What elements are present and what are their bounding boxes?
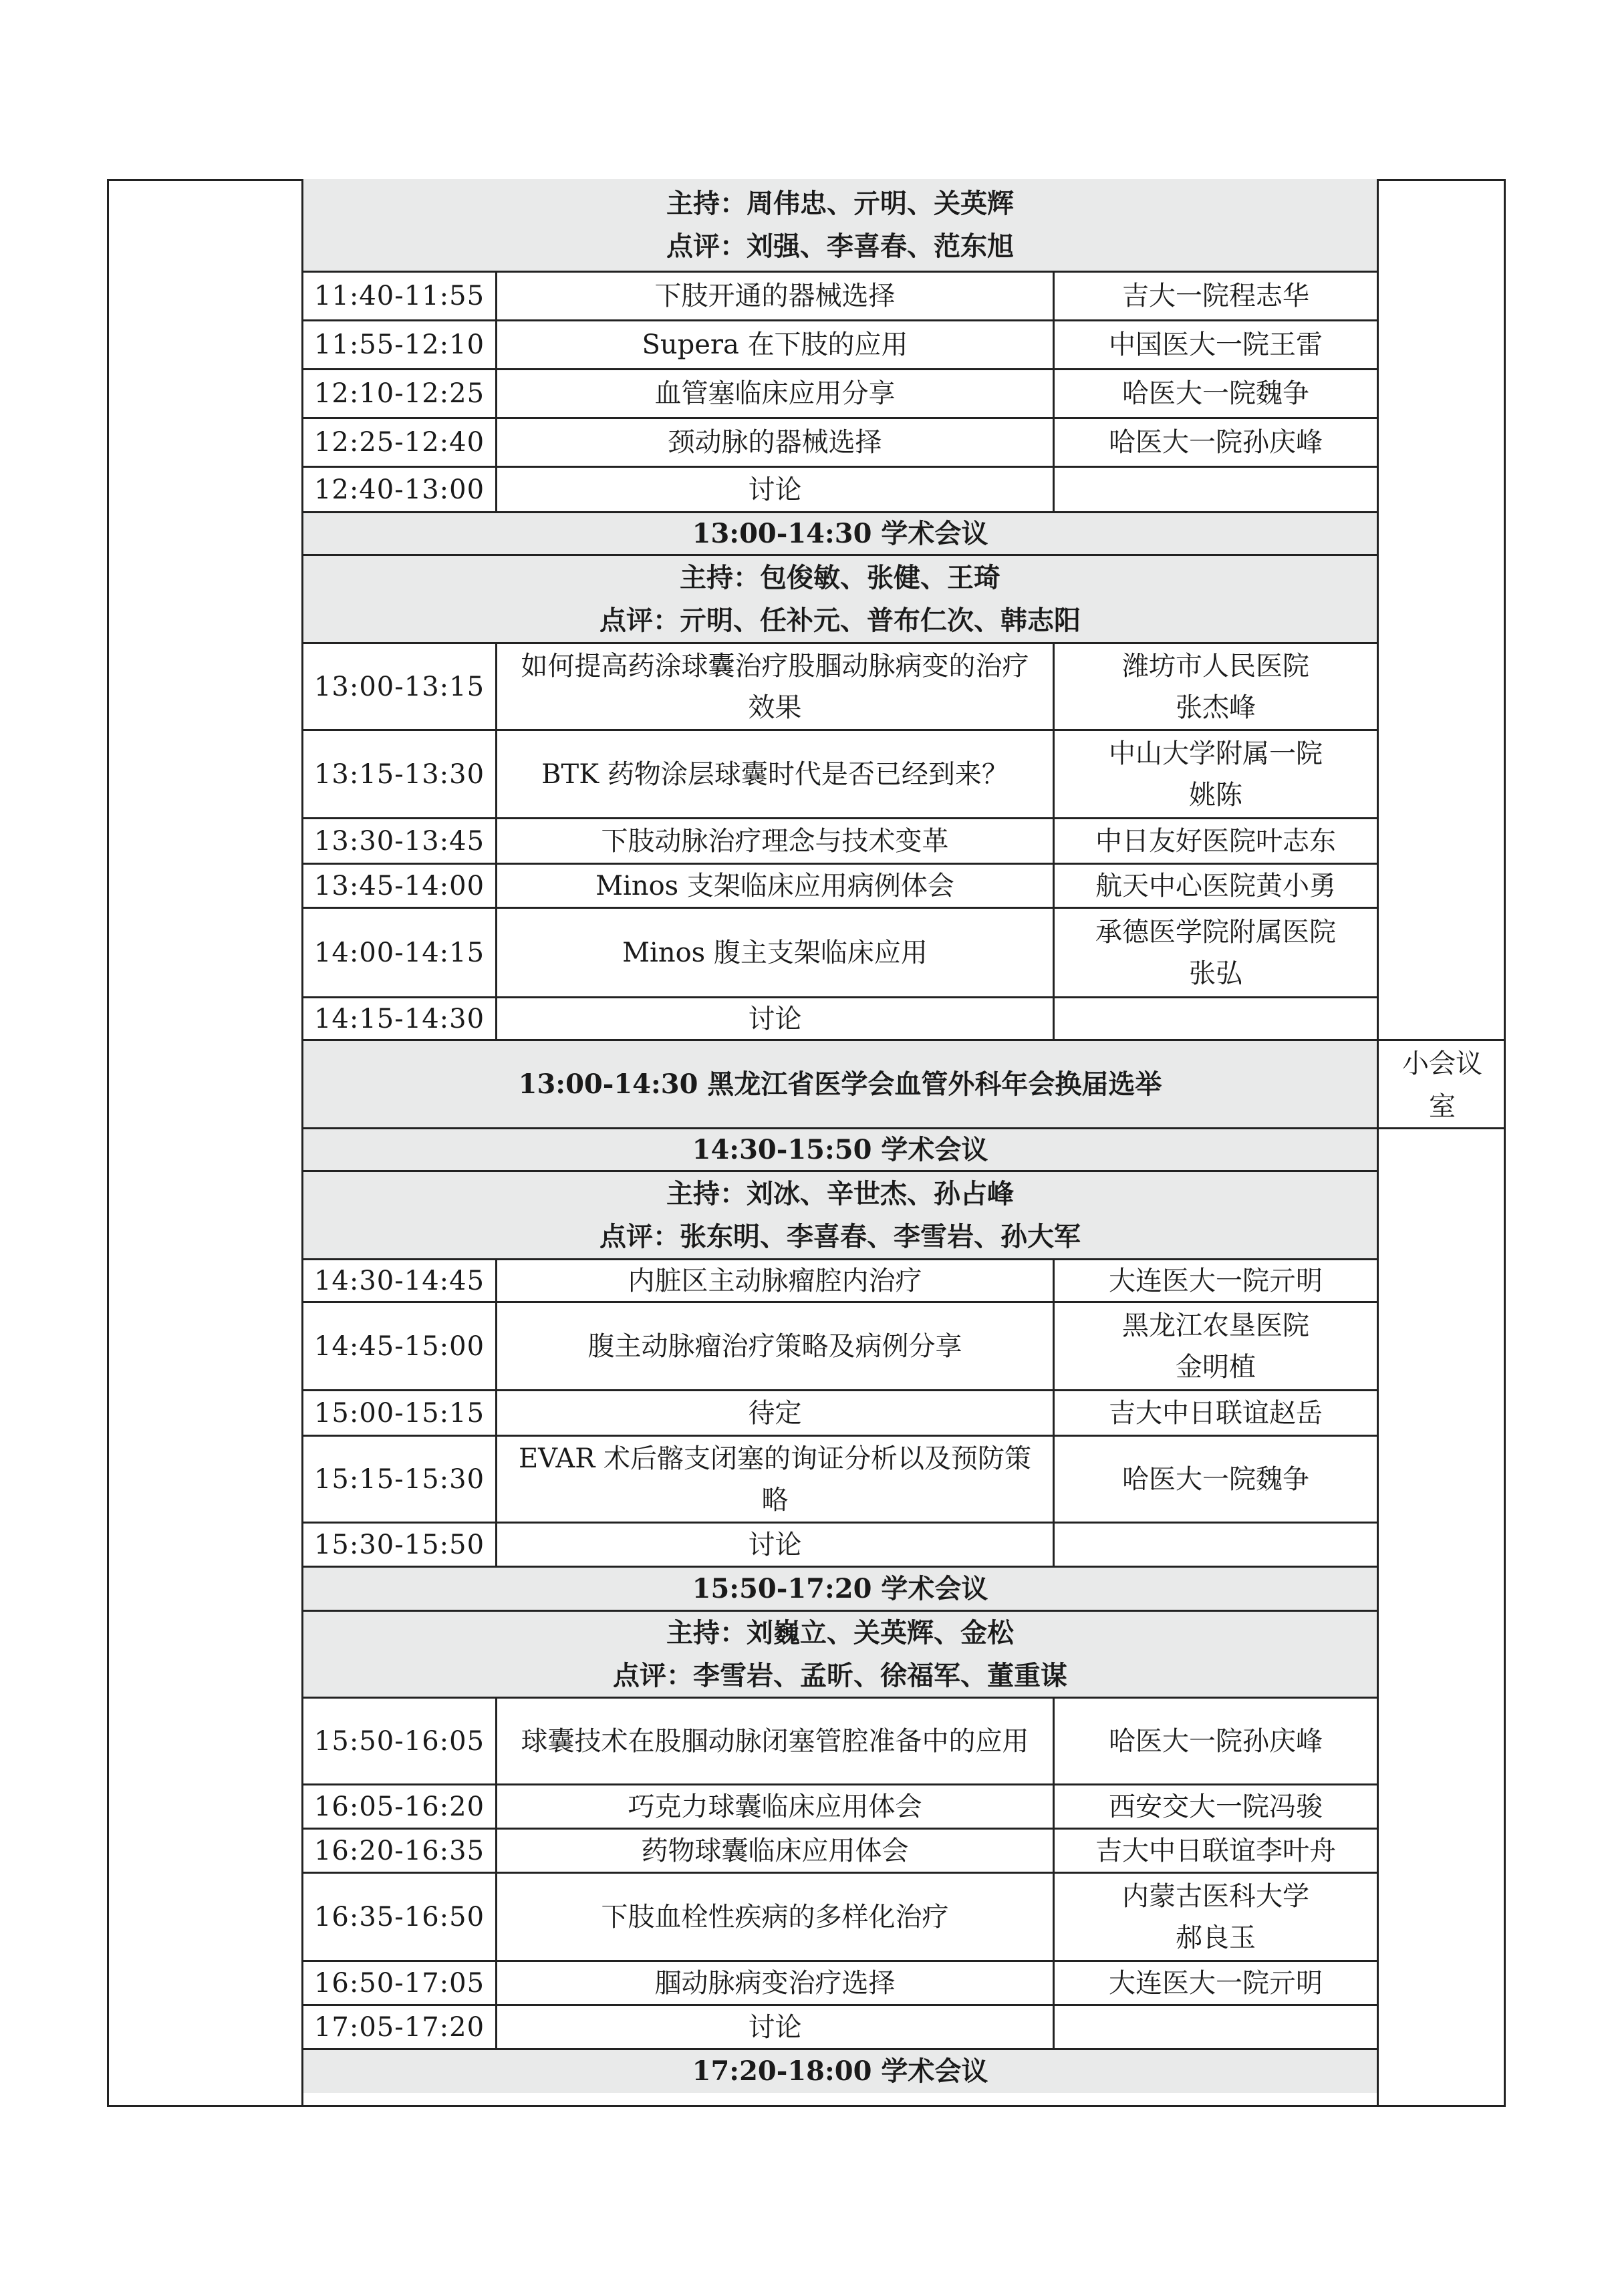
talk-title: 待定 xyxy=(497,1391,1055,1435)
talk-title: Minos 腹主支架临床应用 xyxy=(497,909,1055,996)
table-row xyxy=(303,644,1377,731)
speaker-line: 中山大学附属一院 xyxy=(1109,738,1323,769)
talk-time: 15:00-15:15 xyxy=(303,1391,497,1435)
session-title xyxy=(303,2050,1377,2093)
table-row xyxy=(303,998,1377,1041)
talk-title: 下肢血栓性疾病的多样化治疗 xyxy=(497,1874,1055,1960)
talk-title: 讨论 xyxy=(497,1524,1055,1566)
speaker-lines xyxy=(1095,821,1336,862)
talk-time: 16:50-17:05 xyxy=(303,1962,497,2004)
speaker-line: 中国医大一院王雷 xyxy=(1109,329,1323,360)
speaker-lines xyxy=(1095,865,1336,907)
talk-time: 13:45-14:00 xyxy=(303,865,497,907)
talk-time: 16:35-16:50 xyxy=(303,1874,497,1960)
talk-time: 17:05-17:20 xyxy=(303,2006,497,2048)
talk-time: 15:15-15:30 xyxy=(303,1437,497,1522)
talk-title: 血管塞临床应用分享 xyxy=(497,370,1055,417)
speaker-line: 哈医大一院魏争 xyxy=(1122,1463,1309,1495)
speaker-line: 潍坊市人民医院 xyxy=(1122,650,1309,682)
speaker-line: 西安交大一院冯骏 xyxy=(1109,1791,1323,1822)
talk-time: 15:50-16:05 xyxy=(303,1699,497,1783)
speaker-line: 哈医大一院孙庆峰 xyxy=(1109,1725,1323,1757)
session-heading-line: 点评：亓明、任补元、普布仁次、韩志阳 xyxy=(599,604,1081,636)
session-heading-line: 主持：包俊敏、张健、王琦 xyxy=(680,561,1000,593)
table-row xyxy=(303,819,1377,865)
talk-time: 14:30-14:45 xyxy=(303,1260,497,1301)
table-row xyxy=(303,865,1377,909)
speaker-line: 吉大一院程志华 xyxy=(1122,281,1309,311)
talk-time: 13:30-13:45 xyxy=(303,819,497,863)
talk-title: 下肢开通的器械选择 xyxy=(497,273,1055,319)
speaker-lines xyxy=(1109,1260,1323,1302)
session-heading-line: 17:20-18:00 学术会议 xyxy=(692,2055,988,2087)
schedule-table xyxy=(303,179,1377,2093)
speaker-lines xyxy=(1122,645,1309,728)
speaker-lines xyxy=(1109,1393,1323,1434)
session-heading-line: 14:30-15:50 学术会议 xyxy=(692,1133,988,1165)
session-heading-line: 主持：刘巍立、关英辉、金松 xyxy=(666,1616,1014,1648)
speaker-lines xyxy=(1109,1786,1323,1828)
talk-time: 11:40-11:55 xyxy=(303,273,497,319)
talk-speaker xyxy=(1055,865,1377,907)
session-chairs xyxy=(303,1172,1377,1260)
talk-speaker xyxy=(1055,731,1377,817)
talk-title: 腘动脉病变治疗选择 xyxy=(497,1962,1055,2004)
speaker-lines xyxy=(1095,1830,1336,1872)
speaker-line: 大连医大一院亓明 xyxy=(1109,1967,1323,1999)
session-heading-line: 点评：张东明、李喜春、李雪岩、孙大军 xyxy=(599,1220,1081,1252)
speaker-line: 承德医学院附属医院 xyxy=(1095,916,1336,948)
table-row xyxy=(303,1874,1377,1962)
talk-speaker xyxy=(1055,1391,1377,1435)
speaker-line: 哈医大一院孙庆峰 xyxy=(1109,427,1323,458)
speaker-lines xyxy=(1109,733,1323,816)
talk-title: 球囊技术在股腘动脉闭塞管腔准备中的应用 xyxy=(497,1699,1055,1783)
session-heading-line: 13:00-14:30 学术会议 xyxy=(692,517,988,549)
speaker-line: 张弘 xyxy=(1189,958,1242,989)
speaker-line: 金明植 xyxy=(1176,1351,1256,1383)
session-heading-line: 15:50-17:20 学术会议 xyxy=(692,1572,988,1604)
venue-note-line: 小会议 xyxy=(1402,1048,1482,1079)
table-row xyxy=(303,1699,1377,1785)
talk-title: 药物球囊临床应用体会 xyxy=(497,1830,1055,1872)
talk-title: 腹主动脉瘤治疗策略及病例分享 xyxy=(497,1303,1055,1389)
talk-speaker xyxy=(1055,321,1377,368)
talk-time: 16:20-16:35 xyxy=(303,1830,497,1872)
talk-title: 颈动脉的器械选择 xyxy=(497,419,1055,466)
speaker-line: 中日友好医院叶志东 xyxy=(1095,825,1336,857)
speaker-lines xyxy=(1095,911,1336,994)
talk-speaker xyxy=(1055,370,1377,417)
talk-time: 13:00-13:15 xyxy=(303,644,497,729)
talk-title: EVAR 术后髂支闭塞的询证分析以及预防策略 xyxy=(497,1437,1055,1522)
speaker-lines xyxy=(1109,1721,1323,1762)
talk-title: 如何提高药涂球囊治疗股腘动脉病变的治疗效果 xyxy=(497,644,1055,729)
speaker-lines xyxy=(1109,422,1323,463)
session-heading-line: 13:00-14:30 黑龙江省医学会血管外科年会换届选举 xyxy=(518,1068,1162,1100)
session-title xyxy=(303,1041,1377,1129)
speaker-line: 内蒙古医科大学 xyxy=(1122,1880,1309,1912)
talk-time: 12:10-12:25 xyxy=(303,370,497,417)
talk-speaker xyxy=(1055,2006,1377,2048)
talk-speaker xyxy=(1055,1962,1377,2004)
venue-column xyxy=(1377,179,1506,2107)
table-row xyxy=(303,1260,1377,1303)
speaker-lines xyxy=(1122,373,1309,414)
table-row xyxy=(303,909,1377,998)
speaker-lines xyxy=(1109,324,1323,366)
table-row xyxy=(303,1785,1377,1830)
venue-note-line: 室 xyxy=(1429,1091,1456,1122)
talk-speaker xyxy=(1055,1303,1377,1389)
talk-speaker xyxy=(1055,273,1377,319)
talk-speaker xyxy=(1055,1830,1377,1872)
talk-time: 14:15-14:30 xyxy=(303,998,497,1039)
talk-time: 15:30-15:50 xyxy=(303,1524,497,1566)
talk-title: BTK 药物涂层球囊时代是否已经到来？ xyxy=(497,731,1055,817)
table-row xyxy=(303,468,1377,513)
table-row xyxy=(303,1962,1377,2006)
talk-title: Supera 在下肢的应用 xyxy=(497,321,1055,368)
speaker-lines xyxy=(1122,1459,1309,1500)
talk-title: 巧克力球囊临床应用体会 xyxy=(497,1785,1055,1828)
talk-speaker xyxy=(1055,1437,1377,1522)
talk-time: 12:40-13:00 xyxy=(303,468,497,511)
venue-rule xyxy=(1379,1039,1506,1041)
session-chairs xyxy=(303,556,1377,644)
table-row xyxy=(303,321,1377,370)
table-row xyxy=(303,1303,1377,1391)
talk-speaker xyxy=(1055,1699,1377,1783)
talk-speaker xyxy=(1055,1785,1377,1828)
table-row xyxy=(303,1437,1377,1524)
speaker-line: 大连医大一院亓明 xyxy=(1109,1265,1323,1296)
talk-title: Minos 支架临床应用病例体会 xyxy=(497,865,1055,907)
session-heading-line: 主持：刘冰、辛世杰、孙占峰 xyxy=(666,1177,1014,1209)
speaker-line: 姚陈 xyxy=(1189,779,1242,811)
talk-speaker xyxy=(1055,419,1377,466)
talk-speaker xyxy=(1055,1260,1377,1301)
table-row xyxy=(303,1391,1377,1437)
session-heading-line: 点评：李雪岩、孟昕、徐福军、董重谋 xyxy=(613,1659,1067,1691)
talk-time: 14:45-15:00 xyxy=(303,1303,497,1389)
speaker-line: 哈医大一院魏争 xyxy=(1122,378,1309,409)
talk-time: 16:05-16:20 xyxy=(303,1785,497,1828)
talk-speaker xyxy=(1055,644,1377,729)
talk-time: 14:00-14:15 xyxy=(303,909,497,996)
session-chairs xyxy=(303,1612,1377,1699)
talk-time: 13:15-13:30 xyxy=(303,731,497,817)
talk-speaker xyxy=(1055,1874,1377,1960)
talk-time: 11:55-12:10 xyxy=(303,321,497,368)
speaker-line: 张杰峰 xyxy=(1176,692,1256,723)
talk-speaker xyxy=(1055,1524,1377,1566)
talk-title: 讨论 xyxy=(497,998,1055,1039)
session-title xyxy=(303,1568,1377,1612)
speaker-line: 黑龙江农垦医院 xyxy=(1122,1310,1309,1341)
table-row xyxy=(303,273,1377,321)
talk-speaker xyxy=(1055,468,1377,511)
session-heading-line: 主持：周伟忠、亓明、关英辉 xyxy=(666,187,1014,219)
session-title xyxy=(303,1129,1377,1172)
speaker-lines xyxy=(1109,1963,1323,2004)
table-row xyxy=(303,370,1377,419)
table-row xyxy=(303,1830,1377,1874)
venue-note xyxy=(1379,1041,1506,1129)
speaker-line: 郝良玉 xyxy=(1176,1922,1256,1953)
talk-title: 内脏区主动脉瘤腔内治疗 xyxy=(497,1260,1055,1301)
table-row xyxy=(303,1524,1377,1568)
talk-title: 讨论 xyxy=(497,468,1055,511)
venue-rule xyxy=(1379,1127,1506,1129)
speaker-line: 吉大中日联谊赵岳 xyxy=(1109,1397,1323,1429)
speaker-lines xyxy=(1122,275,1309,317)
speaker-lines xyxy=(1122,1876,1309,1959)
talk-speaker xyxy=(1055,998,1377,1039)
session-chairs xyxy=(303,179,1377,273)
speaker-line: 吉大中日联谊李叶舟 xyxy=(1095,1835,1336,1866)
speaker-lines xyxy=(1122,1305,1309,1388)
table-row xyxy=(303,2006,1377,2050)
talk-speaker xyxy=(1055,819,1377,863)
talk-title: 讨论 xyxy=(497,2006,1055,2048)
talk-time: 12:25-12:40 xyxy=(303,419,497,466)
table-row xyxy=(303,731,1377,819)
session-heading-line: 点评：刘强、李喜春、范东旭 xyxy=(666,230,1014,262)
speaker-line: 航天中心医院黄小勇 xyxy=(1095,870,1336,901)
table-row xyxy=(303,419,1377,468)
session-title xyxy=(303,513,1377,556)
talk-title: 下肢动脉治疗理念与技术变革 xyxy=(497,819,1055,863)
talk-speaker xyxy=(1055,909,1377,996)
left-margin-column xyxy=(107,179,303,2107)
